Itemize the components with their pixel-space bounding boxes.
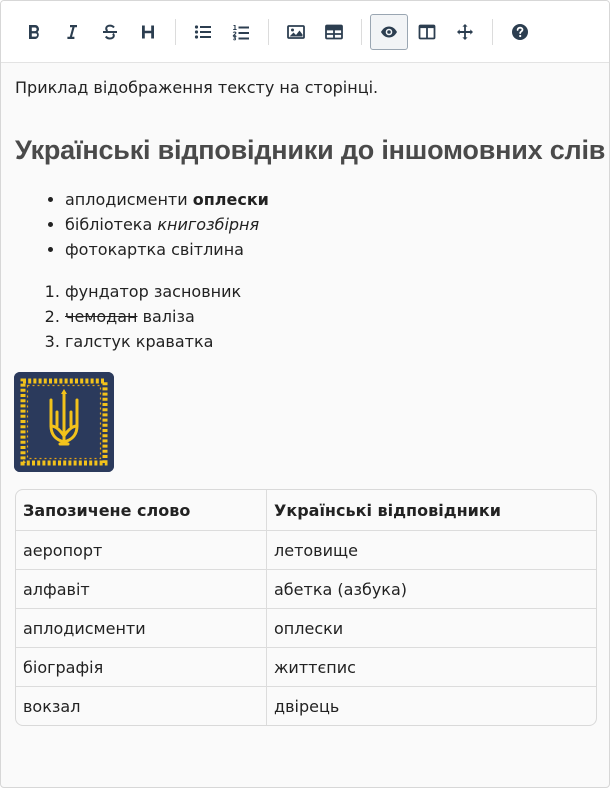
table-cell: оплески bbox=[274, 618, 344, 638]
list-item: 2. чемодан валіза bbox=[65, 304, 241, 329]
column-header: Українські відповідники bbox=[274, 500, 501, 520]
bullet-list bbox=[65, 187, 269, 262]
table-cell: летовище bbox=[274, 540, 358, 560]
table-cell: абетка (азбука) bbox=[274, 579, 407, 599]
bold-icon[interactable] bbox=[15, 14, 53, 50]
list-item: • бібліотека книгозбірня bbox=[65, 212, 269, 237]
toolbar-separator bbox=[268, 19, 269, 45]
list-item: • фотокартка світлина bbox=[65, 237, 269, 262]
fullscreen-icon[interactable] bbox=[446, 14, 484, 50]
table-row bbox=[16, 608, 596, 647]
numbered-list bbox=[65, 279, 241, 354]
table-row bbox=[16, 569, 596, 608]
table-header-row bbox=[16, 490, 596, 530]
table-cell: двірець bbox=[274, 696, 340, 716]
toolbar-separator bbox=[175, 19, 176, 45]
toolbar-separator bbox=[361, 19, 362, 45]
list-item: 1. фундатор засновник bbox=[65, 279, 241, 304]
heading-icon[interactable] bbox=[129, 14, 167, 50]
help-icon[interactable] bbox=[501, 14, 539, 50]
table-cell: алфавіт bbox=[16, 570, 267, 608]
table-row bbox=[16, 686, 596, 725]
editor-toolbar bbox=[1, 1, 609, 63]
table-cell: аплодисменти bbox=[16, 609, 267, 647]
preview-pane bbox=[15, 63, 606, 783]
side-by-side-icon[interactable] bbox=[408, 14, 446, 50]
toolbar-separator bbox=[492, 19, 493, 45]
table-row bbox=[16, 647, 596, 686]
list-item: 3. галстук краватка bbox=[65, 329, 241, 354]
intro-paragraph: Приклад відображення тексту на сторінці. bbox=[15, 78, 379, 97]
ordered-list-icon[interactable] bbox=[222, 14, 260, 50]
table-cell: біографія bbox=[16, 648, 267, 686]
eye-icon[interactable] bbox=[370, 14, 408, 50]
list-item: • аплодисменти оплески bbox=[65, 187, 269, 212]
table-cell: вокзал bbox=[16, 687, 267, 725]
table-cell: життєпис bbox=[274, 657, 356, 677]
column-header: Запозичене слово bbox=[16, 490, 267, 530]
table-cell: аеропорт bbox=[16, 531, 267, 569]
coat-of-arms-image bbox=[14, 372, 114, 472]
strikethrough-icon[interactable] bbox=[91, 14, 129, 50]
translations-table bbox=[15, 489, 597, 726]
table-row bbox=[16, 530, 596, 569]
table-icon[interactable] bbox=[315, 14, 353, 50]
unordered-list-icon[interactable] bbox=[184, 14, 222, 50]
image-icon[interactable] bbox=[277, 14, 315, 50]
content-heading: Українські відповідники до іншомовних слів bbox=[15, 135, 606, 165]
italic-icon[interactable] bbox=[53, 14, 91, 50]
